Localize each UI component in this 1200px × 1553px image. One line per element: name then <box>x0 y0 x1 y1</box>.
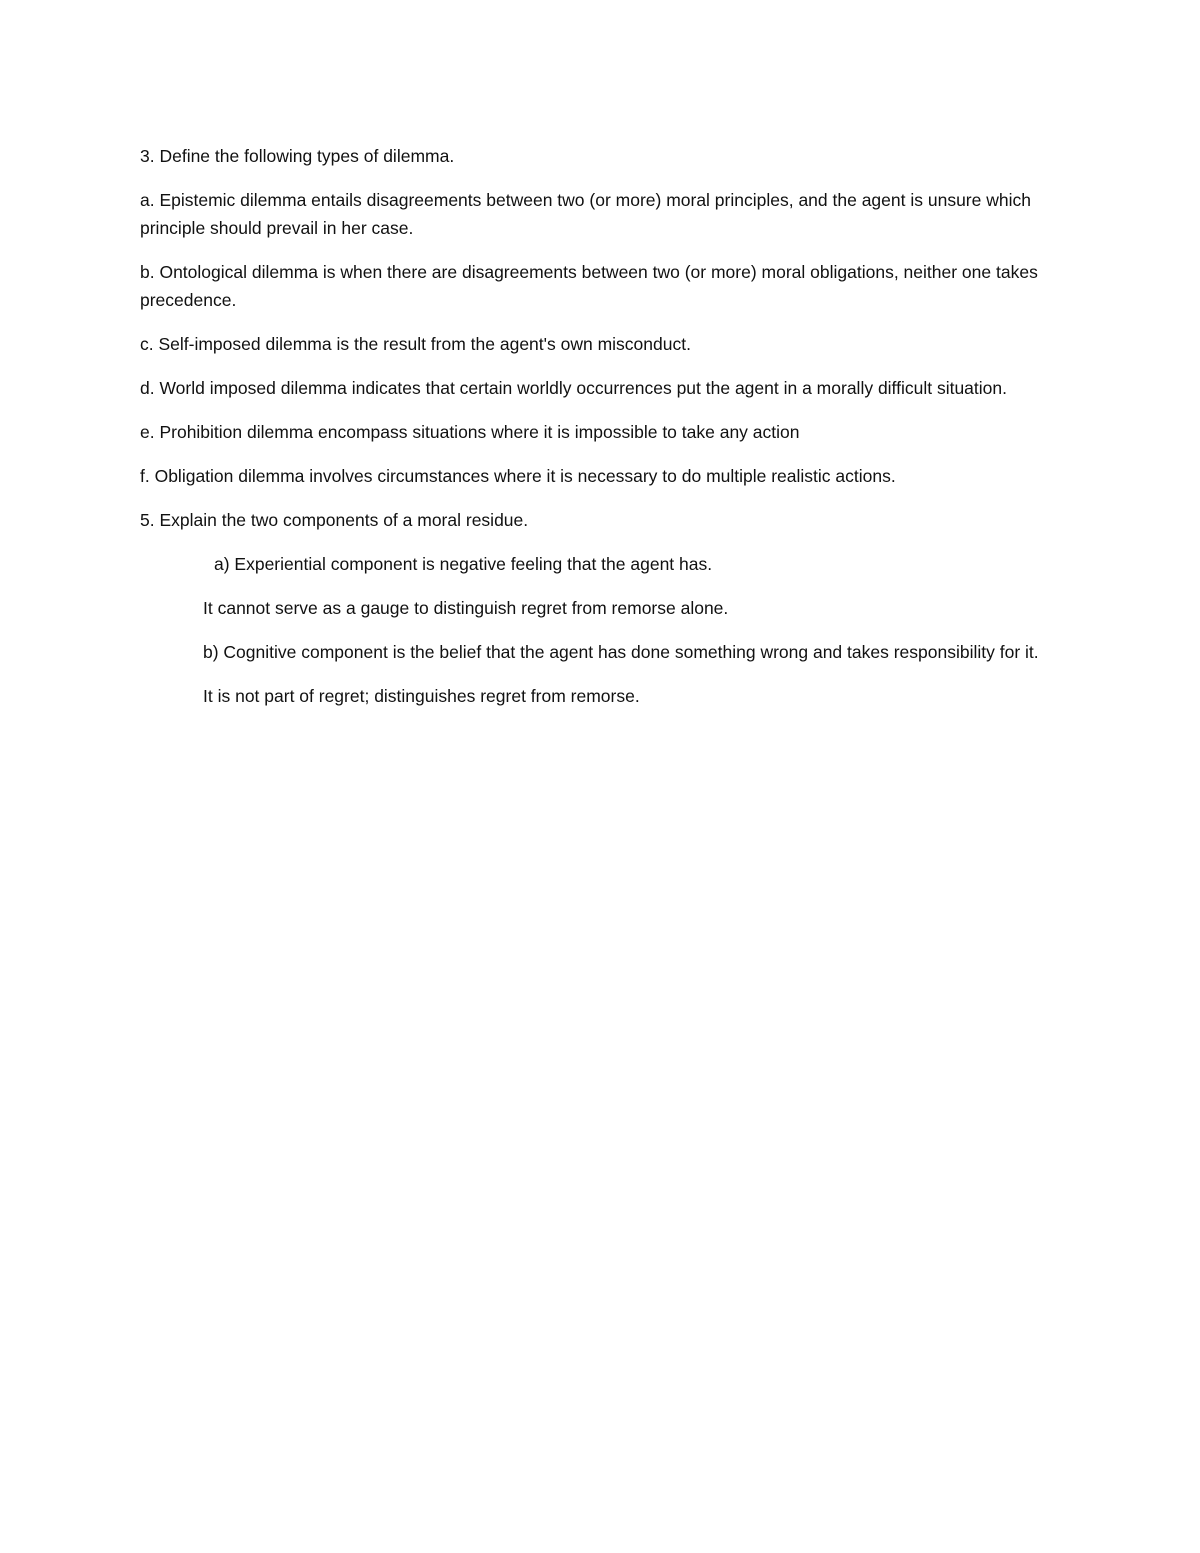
obligation-dilemma-definition: f. Obligation dilemma involves circumstances where it is necessary to do multiple realistic actions. <box>140 466 896 486</box>
cognitive-component-note: It is not part of regret; distinguishes regret from remorse. <box>203 686 640 706</box>
experiential-component-note: It cannot serve as a gauge to distinguish regret from remorse alone. <box>203 598 729 618</box>
cognitive-component: b) Cognitive component is the belief that the agent has done something wrong and takes responsibility for it. <box>203 642 1039 662</box>
world-imposed-dilemma-definition: d. World imposed dilemma indicates that certain worldly occurrences put the agent in a morally difficult situation. <box>140 378 1007 398</box>
question-3-heading: 3. Define the following types of dilemma. <box>140 146 455 166</box>
ontological-dilemma-definition: b. Ontological dilemma is when there are disagreements between two (or more) moral obligations, neither one takes precedence. <box>140 262 1038 310</box>
epistemic-dilemma-definition: a. Epistemic dilemma entails disagreements between two (or more) moral principles, and the agent is unsure which principle should prevail in her case. <box>140 190 1031 238</box>
question-5-heading: 5. Explain the two components of a moral residue. <box>140 510 529 530</box>
document-body <box>140 142 1060 726</box>
experiential-component: a) Experiential component is negative feeling that the agent has. <box>214 554 713 574</box>
prohibition-dilemma-definition: e. Prohibition dilemma encompass situations where it is impossible to take any action <box>140 422 800 442</box>
self-imposed-dilemma-definition: c. Self-imposed dilemma is the result from the agent's own misconduct. <box>140 334 691 354</box>
